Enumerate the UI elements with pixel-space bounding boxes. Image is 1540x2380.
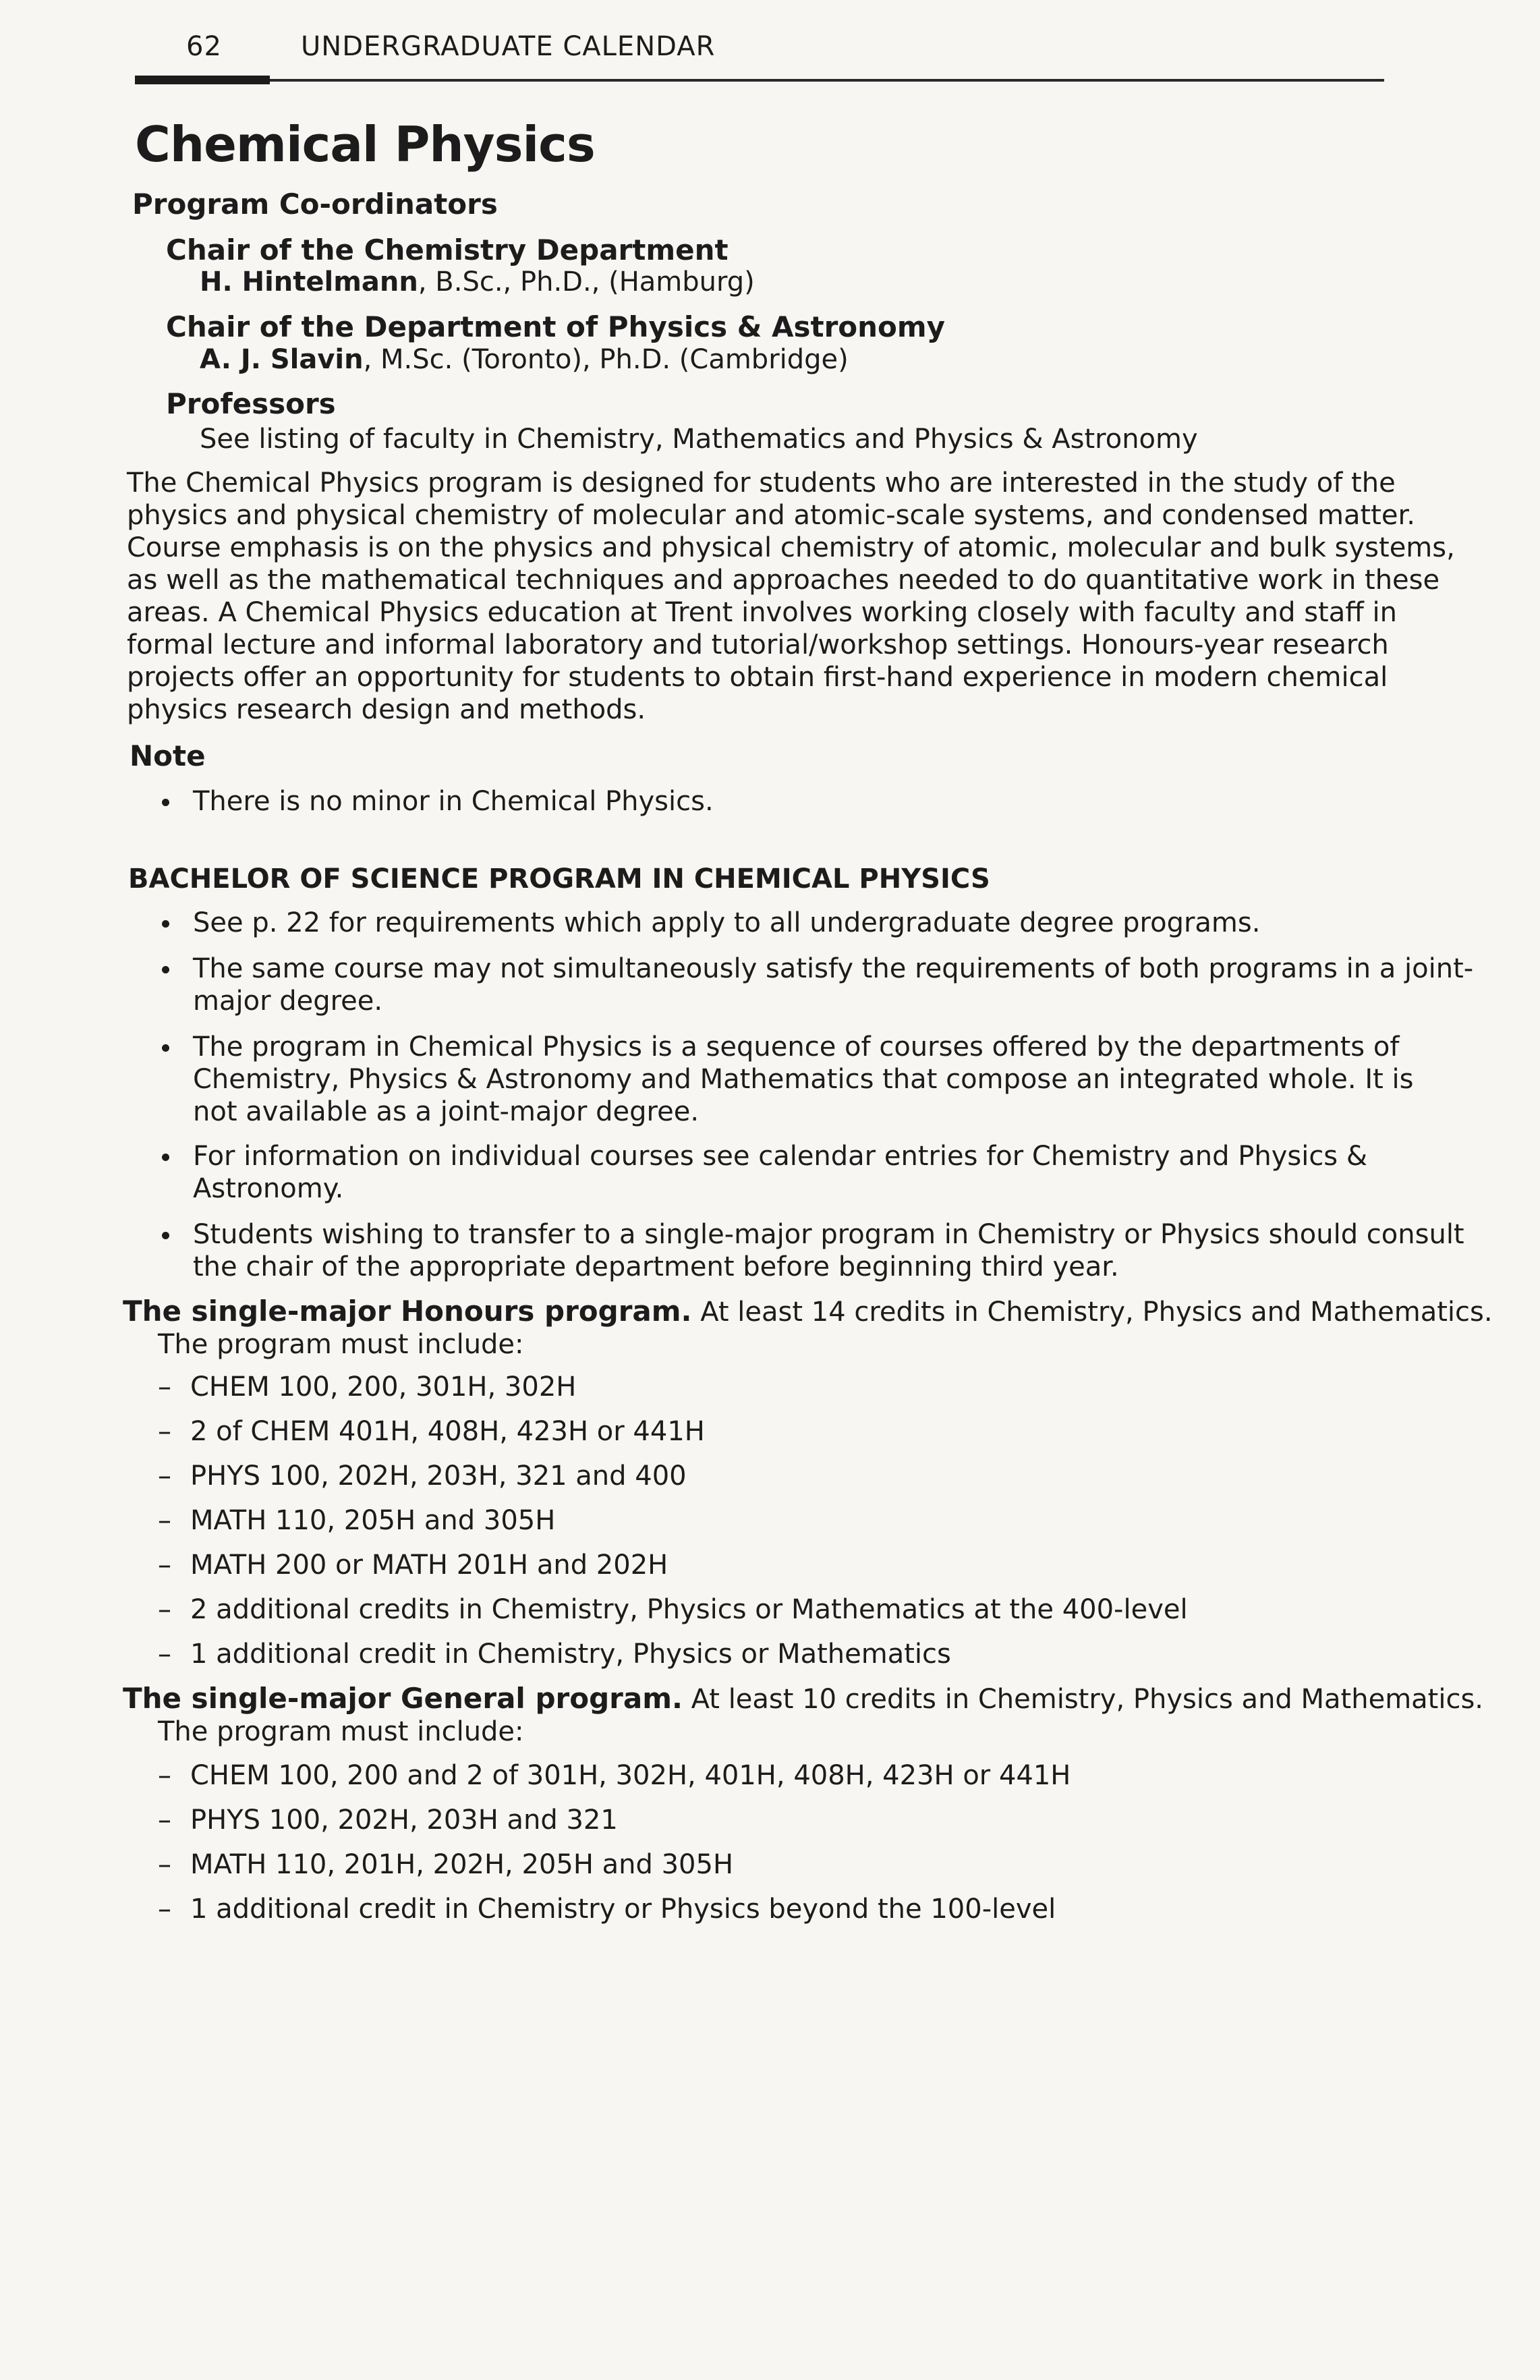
honours-program-intro	[123, 1295, 1493, 1361]
intro-line: Course emphasis is on the physics and physical chemistry of atomic, molecular and bulk systems,	[127, 532, 1455, 563]
note-heading: Note	[130, 739, 206, 772]
phys-chair-credentials: , M.Sc. (Toronto), Ph.D. (Cambridge)	[363, 344, 849, 375]
general-program-intro	[123, 1682, 1483, 1748]
bullet-icon	[162, 966, 169, 973]
bsc-heading: BACHELOR OF SCIENCE PROGRAM IN CHEMICAL PHYSICS	[128, 863, 990, 895]
phys-chair-entry	[200, 344, 849, 375]
note-item	[162, 785, 714, 818]
bsc-bullet-line: Chemistry, Physics & Astronomy and Mathematics that compose an integrated whole. It is	[193, 1064, 1414, 1095]
intro-line: physics research design and methods.	[127, 694, 646, 725]
chem-chair-title: Chair of the Chemistry Department	[166, 233, 729, 266]
honours-requirement: – 2 additional credits in Chemistry, Physics or Mathematics at the 400-level	[158, 1594, 1188, 1625]
professors-text: See listing of faculty in Chemistry, Mathematics and Physics & Astronomy	[200, 424, 1198, 455]
honours-requirement: – CHEM 100, 200, 301H, 302H	[158, 1371, 577, 1402]
general-requirement: – MATH 110, 201H, 202H, 205H and 305H	[158, 1849, 734, 1880]
bullet-icon	[162, 799, 169, 806]
general-requirement: – PHYS 100, 202H, 203H and 321	[158, 1805, 618, 1836]
bsc-bullet-line: the chair of the appropriate department before beginning third year.	[193, 1251, 1119, 1282]
intro-line: physics and physical chemistry of molecular and atomic-scale systems, and condensed matter.	[127, 500, 1415, 531]
bsc-bullet-line: The same course may not simultaneously satisfy the requirements of both programs in a joint-	[193, 953, 1474, 984]
honours-requirement: – PHYS 100, 202H, 203H, 321 and 400	[158, 1461, 687, 1492]
bsc-bullet-line: Students wishing to transfer to a single-major program in Chemistry or Physics should consult	[193, 1219, 1464, 1250]
header-rule	[135, 79, 1384, 82]
bsc-bullet	[162, 953, 1473, 1017]
phys-chair-title: Chair of the Department of Physics & Astronomy	[166, 310, 946, 343]
intro-line: as well as the mathematical techniques and approaches needed to do quantitative work in these	[127, 565, 1440, 596]
header-rule-accent	[135, 76, 270, 84]
running-header	[186, 31, 715, 62]
bsc-bullet-line: For information on individual courses see calendar entries for Chemistry and Physics &	[193, 1141, 1368, 1172]
honours-requirement: – 2 of CHEM 401H, 408H, 423H or 441H	[158, 1416, 705, 1447]
bsc-bullet-line: The program in Chemical Physics is a sequence of courses offered by the departments of	[193, 1031, 1400, 1062]
coordinators-heading: Program Co-ordinators	[132, 188, 498, 221]
page-number: 62	[186, 31, 222, 62]
chem-chair-credentials: , B.Sc., Ph.D., (Hamburg)	[418, 266, 755, 298]
honours-program-label: The single-major Honours program.	[123, 1295, 692, 1328]
general-program-cont: The program must include:	[158, 1716, 524, 1747]
general-program-text: At least 10 credits in Chemistry, Physics and Mathematics.	[682, 1684, 1484, 1715]
honours-requirement: – MATH 110, 205H and 305H	[158, 1505, 556, 1536]
intro-line: projects offer an opportunity for students to obtain first-hand experience in modern chemical	[127, 662, 1388, 693]
bullet-icon	[162, 1232, 169, 1239]
page-title: Chemical Physics	[135, 116, 595, 173]
bsc-bullet-line: Astronomy.	[193, 1173, 344, 1204]
bullet-icon	[162, 1154, 169, 1161]
general-program-label: The single-major General program.	[123, 1682, 683, 1715]
intro-paragraph	[127, 467, 1455, 726]
chem-chair-name: H. Hintelmann	[200, 266, 418, 298]
intro-line: areas. A Chemical Physics education at Trent involves working closely with faculty and staff in	[127, 597, 1397, 628]
bullet-icon	[162, 1044, 169, 1052]
bullet-icon	[162, 920, 169, 928]
honours-program-text: At least 14 credits in Chemistry, Physics and Mathematics.	[691, 1297, 1493, 1328]
honours-requirement: – 1 additional credit in Chemistry, Physics or Mathematics	[158, 1639, 951, 1670]
intro-line: formal lecture and informal laboratory and tutorial/workshop settings. Honours-year research	[127, 629, 1389, 660]
bsc-bullet	[162, 1140, 1367, 1205]
phys-chair-name: A. J. Slavin	[200, 344, 364, 375]
chem-chair-entry	[200, 266, 755, 298]
note-item-text: There is no minor in Chemical Physics.	[193, 786, 714, 817]
honours-requirement: – MATH 200 or MATH 201H and 202H	[158, 1550, 668, 1581]
professors-heading: Professors	[166, 387, 336, 420]
bsc-bullet	[162, 1218, 1464, 1283]
general-requirement: – CHEM 100, 200 and 2 of 301H, 302H, 401H, 408H, 423H or 441H	[158, 1760, 1071, 1791]
bsc-bullet-line: major degree.	[193, 986, 383, 1017]
bsc-bullet	[162, 907, 1260, 939]
honours-program-cont: The program must include:	[158, 1329, 524, 1360]
bsc-bullet-line: not available as a joint-major degree.	[193, 1096, 700, 1127]
bsc-bullet-line: See p. 22 for requirements which apply to all undergraduate degree programs.	[193, 907, 1261, 938]
bsc-bullet	[162, 1031, 1413, 1128]
general-requirement: – 1 additional credit in Chemistry or Physics beyond the 100-level	[158, 1894, 1056, 1925]
running-title: UNDERGRADUATE CALENDAR	[301, 31, 716, 62]
intro-line: The Chemical Physics program is designed for students who are interested in the study of the	[127, 468, 1396, 499]
